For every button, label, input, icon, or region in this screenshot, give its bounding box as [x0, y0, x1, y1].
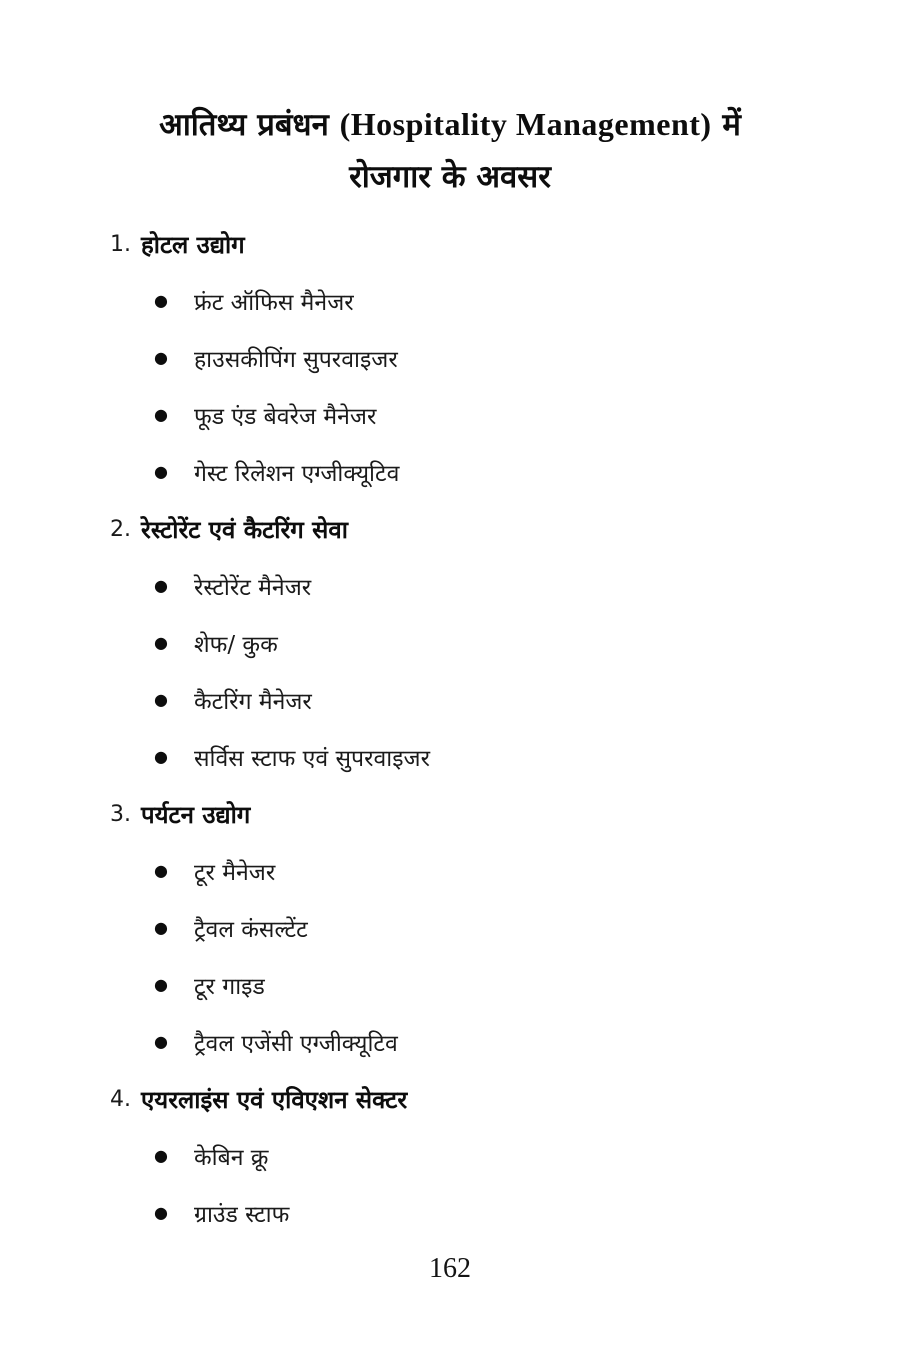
list-item — [110, 625, 810, 661]
title-hindi-prefix: आतिथ्य प्रबंधन — [159, 107, 329, 143]
list-item — [110, 910, 810, 946]
section-hotel-industry — [110, 226, 810, 490]
list-item — [110, 853, 810, 889]
bullet-icon: ● — [154, 405, 168, 424]
section-airlines-aviation — [110, 1081, 810, 1231]
bullet-icon: ● — [154, 1203, 168, 1222]
list-item — [110, 967, 810, 1003]
list-item-label: टूर गाइड — [193, 974, 265, 1000]
bullet-icon: ● — [154, 291, 168, 310]
page-title-line-1 — [0, 98, 900, 151]
list-item-label: सर्विस स्टाफ एवं सुपरवाइजर — [193, 746, 431, 772]
list-item — [110, 1024, 810, 1060]
page-title — [0, 0, 900, 203]
section-heading — [110, 511, 810, 547]
list-item-label: फूड एंड बेवरेज मैनेजर — [193, 404, 377, 430]
page-content — [0, 203, 900, 1231]
bullet-icon: ● — [154, 861, 168, 880]
section-title: एयरलाइंस एवं एविएशन सेक्टर — [141, 1085, 408, 1114]
bullet-icon: ● — [154, 633, 168, 652]
list-item-label: केबिन क्रू — [193, 1145, 269, 1171]
list-item-label: फ्रंट ऑफिस मैनेजर — [193, 290, 354, 316]
bullet-icon: ● — [154, 1032, 168, 1051]
list-item — [110, 283, 810, 319]
section-title: होटल उद्योग — [141, 230, 245, 259]
page-title-line-2: रोजगार के अवसर — [349, 159, 551, 195]
bullet-icon: ● — [154, 918, 168, 937]
section-heading — [110, 796, 810, 832]
section-tourism-industry — [110, 796, 810, 1060]
list-item — [110, 340, 810, 376]
bullet-icon: ● — [154, 576, 168, 595]
list-item-label: हाउसकीपिंग सुपरवाइजर — [193, 347, 398, 373]
section-heading — [110, 226, 810, 262]
bullet-icon: ● — [154, 747, 168, 766]
list-item — [110, 1138, 810, 1174]
bullet-icon: ● — [154, 690, 168, 709]
list-item — [110, 454, 810, 490]
section-number: 2. — [110, 516, 131, 542]
title-hindi-suffix: में — [722, 107, 741, 143]
list-item — [110, 739, 810, 775]
section-number: 3. — [110, 801, 131, 827]
list-item — [110, 397, 810, 433]
list-item — [110, 682, 810, 718]
section-number: 4. — [110, 1086, 131, 1112]
bullet-icon: ● — [154, 1146, 168, 1165]
list-item-label: ट्रैवल एजेंसी एग्जीक्यूटिव — [193, 1031, 398, 1057]
section-heading — [110, 1081, 810, 1117]
list-item-label: रेस्टोरेंट मैनेजर — [193, 575, 312, 601]
bullet-icon: ● — [154, 975, 168, 994]
bullet-icon: ● — [154, 462, 168, 481]
section-restaurant-catering — [110, 511, 810, 775]
list-item — [110, 568, 810, 604]
list-item-label: ग्राउंड स्टाफ — [193, 1202, 290, 1228]
section-title: पर्यटन उद्योग — [141, 800, 251, 829]
bullet-icon: ● — [154, 348, 168, 367]
title-english: (Hospitality Management) — [339, 106, 712, 142]
list-item-label: कैटरिंग मैनेजर — [193, 689, 312, 715]
list-item-label: गेस्ट रिलेशन एग्जीक्यूटिव — [193, 461, 400, 487]
list-item — [110, 1195, 810, 1231]
list-item-label: टूर मैनेजर — [193, 860, 276, 886]
section-title: रेस्टोरेंट एवं कैटरिंग सेवा — [141, 515, 348, 544]
list-item-label: शेफ/ कुक — [193, 632, 278, 658]
section-number: 1. — [110, 231, 131, 257]
page-number: 162 — [429, 1253, 471, 1284]
list-item-label: ट्रैवल कंसल्टेंट — [193, 917, 308, 943]
